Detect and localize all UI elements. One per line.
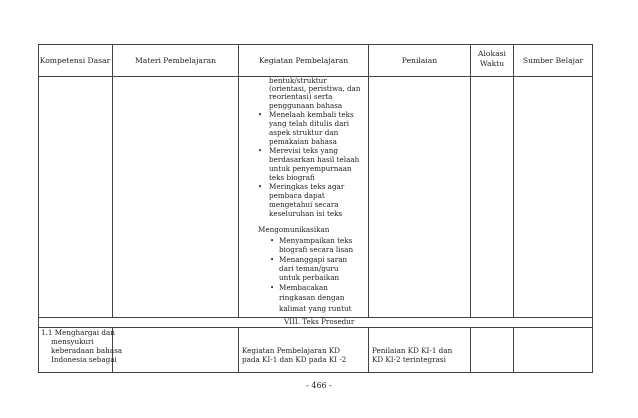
kegiatan-bullet-line: Menelaah kembali teks — [269, 110, 354, 119]
kegiatan-sub-bullet-line: biografi secara lisan — [279, 245, 354, 254]
kd-line: Indonesia sebagai — [51, 355, 117, 364]
kegiatan-intro-line: bentuk/struktur — [269, 76, 327, 85]
kegiatan-bullet-line: aspek struktur dan — [269, 128, 339, 137]
kegiatan-intro-line: penggunaan bahasa — [269, 101, 343, 110]
kegiatan-sub-bullet-line: Membacakan — [279, 283, 328, 292]
kegiatan-sub-bullet-line: ringkasan dengan — [279, 293, 345, 302]
section-title: VIII. Teks Prosedur — [284, 317, 355, 326]
bullet-icon: • — [270, 237, 275, 245]
kegiatan-sub-bullet-line: dari teman/guru — [279, 264, 339, 273]
kegiatan-row2-line: pada KI-1 dan KD pada KI -2 — [242, 355, 347, 364]
kegiatan-intro-line: reorientasi) serta — [269, 92, 333, 101]
syllabus-table — [38, 44, 593, 372]
kegiatan-sub-bullet-line: Menanggapi saran — [279, 255, 348, 264]
bullet-icon: • — [258, 147, 263, 155]
bullet-icon: • — [258, 111, 263, 119]
mengomunikasikan-title: Mengomunikasikan — [258, 225, 330, 234]
kegiatan-bullet-line: yang telah ditulis dari — [269, 119, 350, 128]
kegiatan-bullet-line: pemakaian bahasa — [269, 137, 337, 146]
kegiatan-bullet-line: mengetahui secara — [269, 200, 339, 209]
header-kegiatan-pembelajaran: Kegiatan Pembelajaran — [258, 56, 349, 65]
header-alokasi: Alokasi — [478, 49, 506, 58]
kegiatan-bullet-line: berdasarkan hasil telaah — [269, 155, 360, 164]
kegiatan-bullet-line: teks biografi — [269, 173, 315, 182]
page-number: - 466 - — [306, 381, 332, 390]
bullet-icon: • — [270, 284, 275, 292]
penilaian-row2-line: KD KI-2 terintegrasi — [372, 355, 446, 364]
kd-line: keberadaan bahasa — [51, 346, 123, 355]
header-waktu: Waktu — [479, 59, 505, 68]
penilaian-row2-line: Penilaian KD KI-1 dan — [372, 346, 453, 355]
header-materi-pembelajaran: Materi Pembelajaran — [134, 56, 217, 65]
kegiatan-bullet-line: Meringkas teks agar — [269, 182, 345, 191]
kegiatan-sub-bullet-line: kalimat yang runtut — [279, 304, 352, 313]
header-kompetensi-dasar: Kompetensi Dasar — [39, 56, 111, 65]
bullet-icon: • — [270, 256, 275, 264]
kegiatan-bullet-line: keseluruhan isi teks — [269, 209, 343, 218]
kegiatan-sub-bullet-line: Menyampaikan teks — [279, 236, 353, 245]
kegiatan-bullet-line: pembaca dapat — [269, 191, 325, 200]
header-sumber-belajar: Sumber Belajar — [522, 56, 584, 65]
kegiatan-sub-bullet-line: untuk perbaikan — [279, 273, 340, 282]
kd-line: 1.1 Menghargai dan — [41, 328, 115, 337]
kegiatan-bullet-line: untuk penyempurnaan — [269, 164, 352, 173]
bullet-icon: • — [258, 183, 263, 191]
kd-line: mensyukuri — [51, 337, 94, 346]
kegiatan-intro-line: (orientasi, peristiwa, dan — [269, 84, 361, 93]
kegiatan-bullet-line: Merevisi teks yang — [269, 146, 338, 155]
header-penilaian: Penilaian — [401, 56, 438, 65]
kegiatan-row2-line: Kegiatan Pembelajaran KD — [242, 346, 341, 355]
